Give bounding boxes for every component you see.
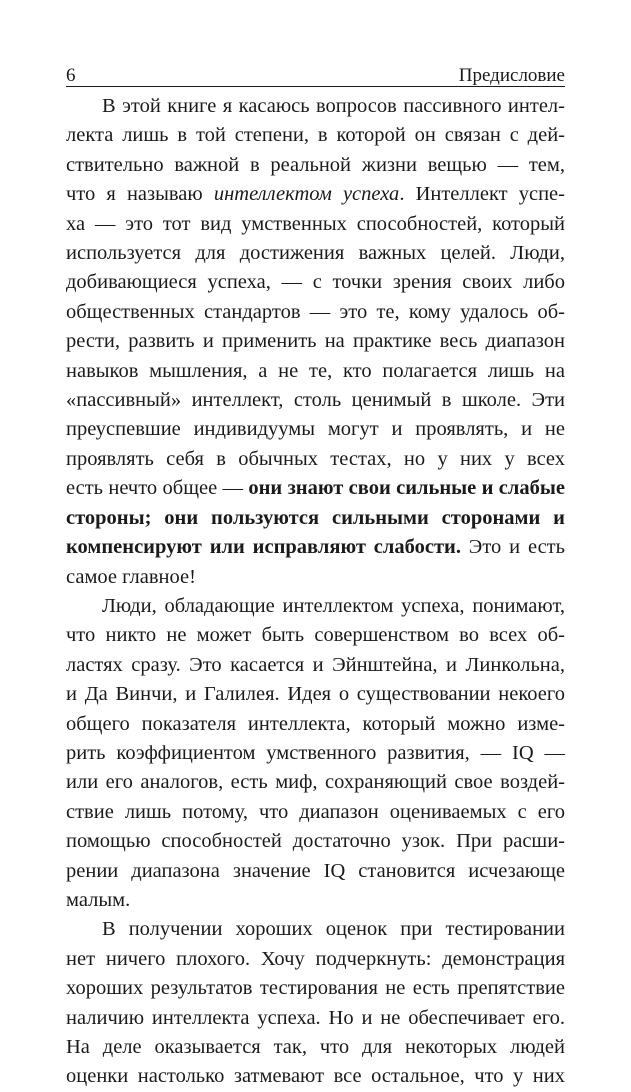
text-line: На деле оказывается так, что для некоторых людей [66, 1036, 565, 1058]
text-line: помощью способностей достаточно узок. При расши- [66, 830, 565, 853]
text-line: наличию интеллекта успеха. Но и не обеспечивает его. [66, 1006, 565, 1029]
text-line: «пассивный» интеллект, столь ценимый в школе. Эти [66, 389, 565, 412]
text-line: что я называю интеллектом успеха. Интеллект успе- [66, 183, 565, 206]
text-line: ствительно важной в реальной жизни вещью — тем, [66, 153, 565, 176]
text-line: хороших результатов тестирования не есть препятствие [66, 977, 565, 1000]
text-line: В получении хороших оценок при тестировании [102, 918, 565, 941]
text-line: нет ничего плохого. Хочу подчеркнуть: демонстрация [66, 947, 565, 970]
text-line: Люди, обладающие интеллектом успеха, понимают, [102, 594, 565, 617]
paragraph-2 [66, 592, 565, 915]
running-header [66, 58, 565, 88]
paragraph-1 [66, 92, 565, 592]
text-line: что никто не может быть совершенством во всех об- [66, 624, 565, 647]
text-line: оценки настолько затмевают все остальное, что у них [66, 1065, 565, 1088]
text-line: В этой книге я касаюсь вопросов пассивного интел- [102, 95, 565, 117]
text-line: ластях сразу. Это касается и Эйнштейна, и Линкольна, [66, 653, 565, 676]
paragraph-3 [66, 915, 565, 1091]
text-line: навыков мышления, а не те, кто полагается лишь на [66, 359, 565, 382]
text-line: добивающиеся успеха, — с точки зрения своих либо [66, 271, 565, 294]
text-line: используется для достижения важных целей. Люди, [66, 242, 565, 265]
text-line: рить коэффициентом умственного развития, — IQ — [66, 741, 565, 764]
text-line [66, 504, 565, 533]
text-line: компенсируют или исправляют слабости. Это и есть [66, 536, 565, 559]
text-line: и Да Винчи, и Галилея. Идея о существовании некоего [66, 683, 565, 706]
bold-emphasis: стороны; они пользуются сильными сторонами и [66, 506, 565, 529]
page-number: 6 [66, 65, 76, 86]
text-line: или его аналогов, есть миф, сохраняющий свое воздей- [66, 771, 565, 794]
text-line: проявлять себя в обычных тестах, но у них у всех [66, 447, 565, 470]
text-line: самое главное! [66, 565, 196, 588]
body-text [66, 92, 565, 1092]
section-title: Предисловие [458, 65, 565, 86]
header-divider [66, 86, 565, 87]
text-line: общего показателя интеллекта, который можно изме- [66, 712, 565, 735]
emphasis-term: интеллектом успеха [213, 183, 400, 206]
text-line: рении диапазона значение IQ становится исчезающе [66, 859, 565, 882]
text-line: есть нечто общее — они знают свои сильные и слабые [66, 477, 565, 500]
text-line: ха — это тот вид умственных способностей, который [66, 212, 565, 235]
bold-emphasis: компенсируют или исправляют слабости. [66, 536, 461, 559]
text-line: малым. [66, 888, 131, 911]
text-line: ствие лишь потому, что диапазон оцениваемых с его [66, 800, 565, 823]
text-line: рести, развить и применить на практике весь диапазон [66, 330, 565, 353]
text-line: общественных стандартов — это те, кому удалось об- [66, 300, 565, 323]
text-line: лекта лишь в той степени, в которой он связан с дей- [66, 124, 565, 147]
text-line: преуспевшие индивидуумы могут и проявлять, и не [66, 418, 565, 441]
bold-emphasis: они знают свои сильные и слабые [248, 477, 565, 500]
